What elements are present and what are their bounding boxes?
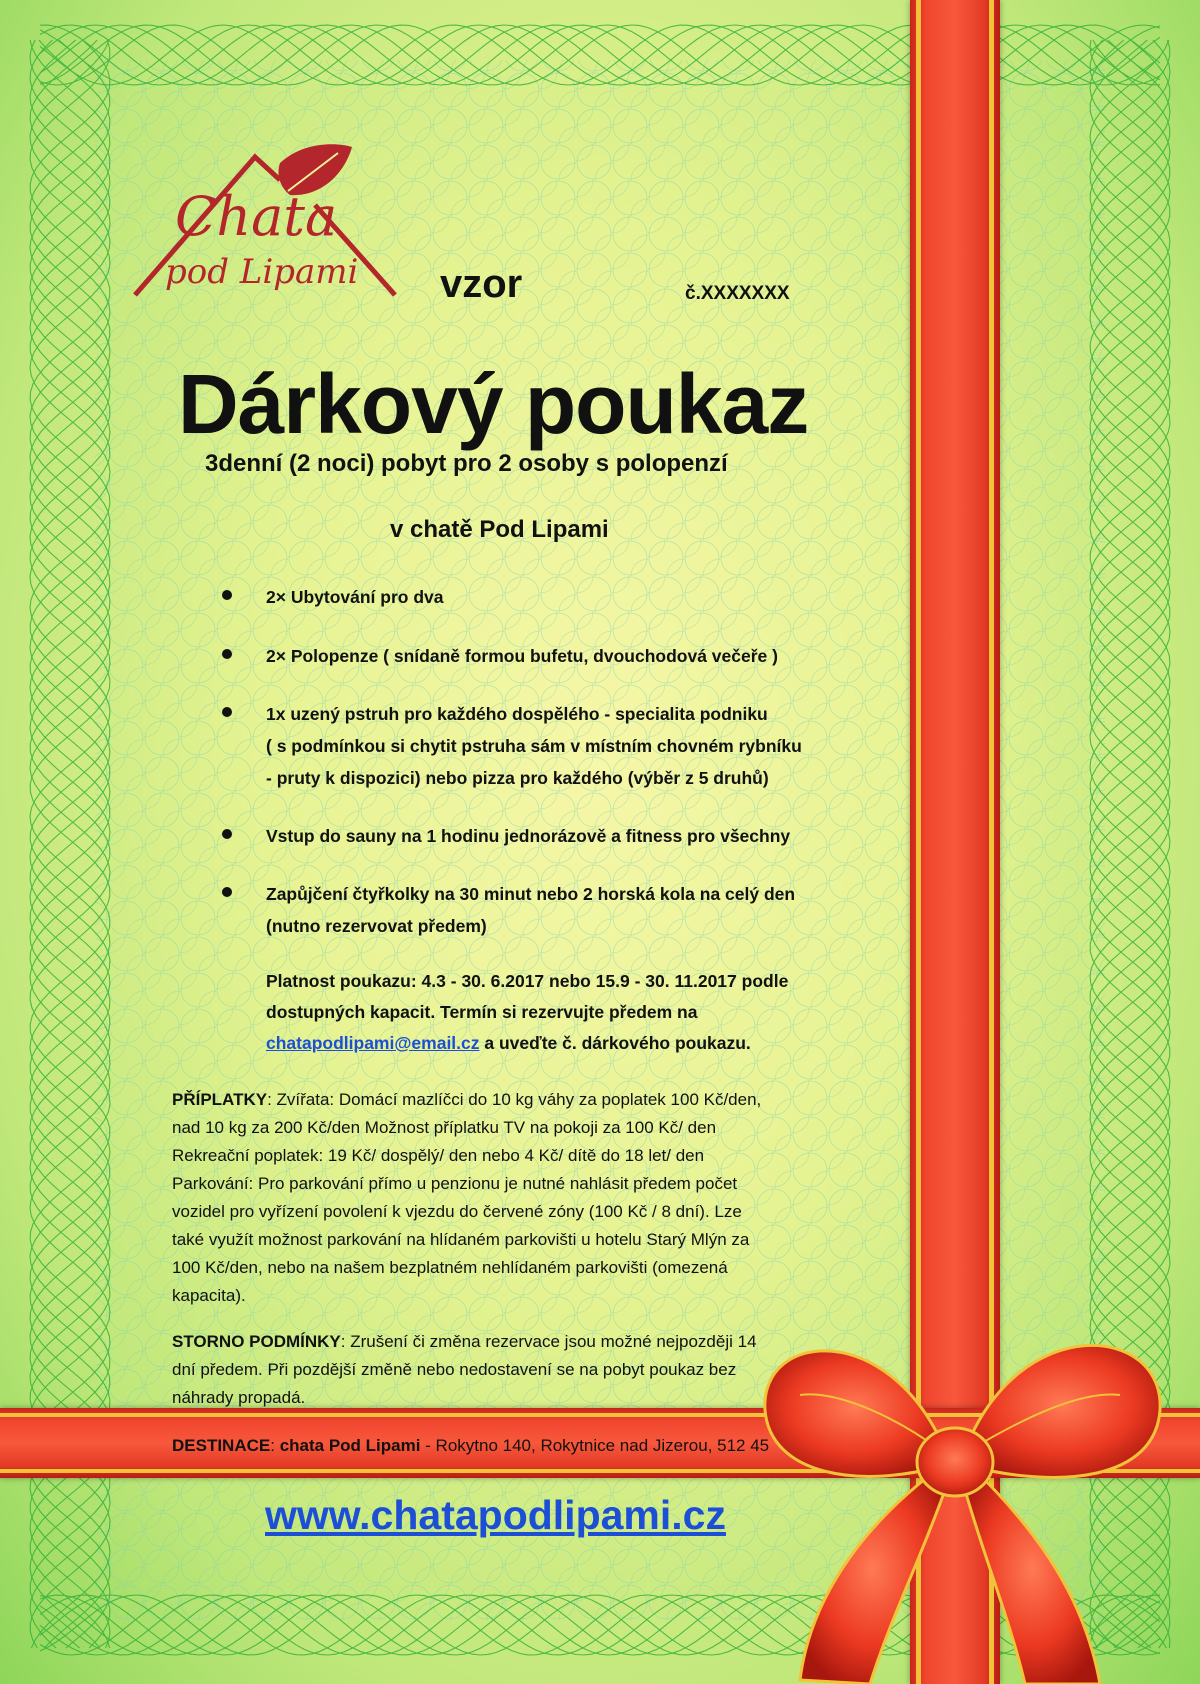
bullet-icon [222,887,232,897]
cancellation-label: STORNO PODMÍNKY [172,1332,341,1351]
logo-line2: pod Lipami [165,252,359,292]
email-link[interactable]: chatapodlipami@email.cz [266,1033,480,1053]
website-link[interactable]: www.chatapodlipami.cz [265,1492,726,1538]
list-item: 2× Polopenze ( snídaně formou bufetu, dvouchodová večeře ) [266,646,778,666]
destination-section: DESTINACE: chata Pod Lipami - Rokytno 140, Rokytnice nad Jizerou, 512 45 [172,1436,770,1455]
bullet-icon [222,590,232,600]
list-item: 1x uzený pstruh pro každého dospělého - specialita podniku ( s podmínkou si chytit pstruha sám v místním chovném rybníku - pruty k dispozici) nebo pizza pro každého (výběr z 5 druhů) [266,704,802,788]
place: v chatě Pod Lipami [390,516,609,543]
list-item: 2× Ubytování pro dva [266,587,444,607]
logo-line1: Chata [175,185,338,248]
surcharges-label: PŘÍPLATKY [172,1090,268,1109]
bullet-icon [222,649,232,659]
list-item: Zapůjčení čtyřkolky na 30 minut nebo 2 horská kola na celý den (nutno rezervovat předem) [266,884,796,936]
cancellation-section: STORNO PODMÍNKY: Zrušení či změna rezervace jsou možné nejpozději 14 dní předem. Při pozdější změně nebo nedostavení se na pobyt poukaz bez náhrady propadá. [172,1332,757,1407]
surcharges-section: PŘÍPLATKY: Zvířata: Domácí mazlíčci do 10 kg váhy za poplatek 100 Kč/den, nad 10 kg za 200 Kč/den Možnost příplatku TV na pokoji za 100 Kč/ den Rekreační poplatek: 19 Kč/ dospělý/ den nebo 4 Kč/ dítě do 18 let/ den Parkování: Pro parkování přímo u penzionu je nutné nahlásit předem počet vozidel pro vyřízení povolení k vjezdu do červené zóny (100 Kč / 8 dní). Lze také využít možnost parkování na hlídaném parkovišti u hotelu Starý Mlýn za 100 Kč/den, nebo na našem bezplatném nehlídaném parkovišti (omezená kapacita). [172,1090,762,1305]
subtitle: 3denní (2 noci) pobyt pro 2 osoby s polopenzí [205,450,728,477]
logo [130,135,400,310]
gift-bow-icon [740,1300,1180,1684]
validity-text: Platnost poukazu: 4.3 - 30. 6.2017 nebo 15.9 - 30. 11.2017 podle dostupných kapacit. Termín si rezervujte předem na chatapodlipami@email.cz a uveďte č. dárkového poukazu. [266,971,789,1053]
bullet-icon [222,829,232,839]
destination-name: chata Pod Lipami [279,1436,421,1455]
bullet-icon [222,707,232,717]
destination-label: DESTINACE [172,1436,271,1455]
page-title: Dárkový poukaz [178,357,809,451]
voucher-number: č.XXXXXXX [685,283,790,304]
list-item: Vstup do sauny na 1 hodinu jednorázově a fitness pro všechny [266,826,791,846]
sample-label: vzor [440,262,523,306]
